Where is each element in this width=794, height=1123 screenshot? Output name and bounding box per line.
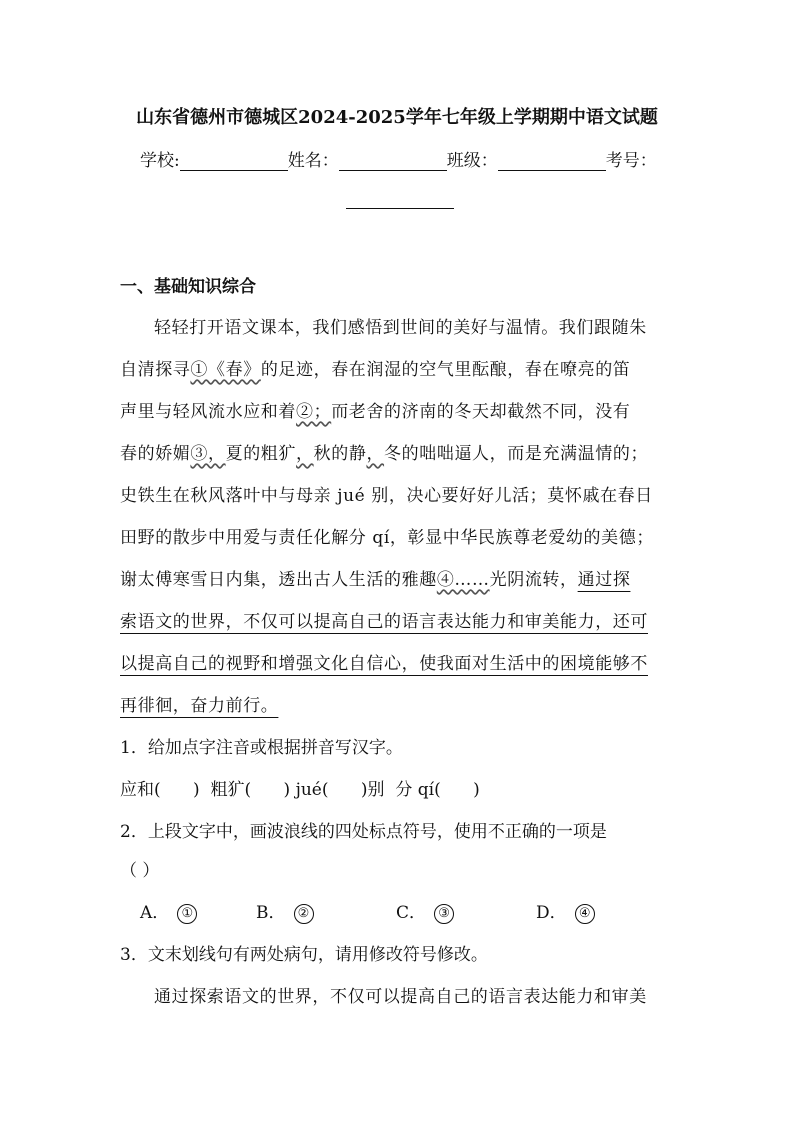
option-d[interactable] [536, 898, 595, 924]
passage-line [120, 565, 630, 590]
passage-text: 光阴流转， [489, 570, 578, 590]
wavy-mark-1: ①《春》 [190, 360, 261, 380]
student-info-row [140, 146, 657, 171]
passage-text: 谢太傅寒雪日内集，透出古人生活的雅趣 [120, 570, 437, 590]
passage-line [120, 397, 630, 422]
section-heading: 一、基础知识综合 [120, 277, 256, 297]
exam-title: 山东省德州市德城区2024-2025学年七年级上学期期中语文试题 [136, 107, 658, 128]
question-3-stem: 3．文末划线句有两处病句，请用修改符号修改。 [120, 945, 488, 965]
option-label: B． [256, 903, 286, 923]
passage-text: 而老舍的济南的冬天却截然不同，没有 [331, 402, 631, 422]
circled-number-1: ① [177, 904, 197, 924]
passage-text: 夏的粗犷 [225, 444, 297, 464]
school-label: 学校: [140, 151, 180, 171]
class-label: 班级： [446, 151, 498, 171]
underlined-sentence: 以提高自己的视野和增强文化自信心，使我面对生活中的困境能够不 [120, 654, 648, 674]
wavy-mark-4: ④…… [436, 570, 490, 590]
circled-number-2: ② [294, 904, 314, 924]
passage-text: 春的娇媚 [120, 444, 191, 464]
circled-number-4: ④ [575, 904, 595, 924]
exam-no-label: 考号： [605, 151, 657, 171]
question-2-stem: 2．上段文字中，画波浪线的四处标点符号，使用不正确的一项是 [120, 822, 607, 842]
underlined-sentence: 索语文的世界，不仅可以提高自己的语言表达能力和审美能力，还可 [120, 612, 648, 632]
wavy-mark-2: ②； [296, 402, 332, 422]
passage-line: 轻轻打开语文课本，我们感悟到世间的美好与温情。我们跟随朱 [154, 318, 647, 338]
passage-line [120, 355, 630, 380]
option-label: C． [396, 903, 427, 923]
question-1-stem: 1．给加点字注音或根据拼音写汉字。 [120, 738, 403, 758]
question-1-items: 应和( ) 粗犷( ) jué( )别 分 qí( ) [120, 780, 480, 800]
wavy-comma: ， [366, 444, 385, 464]
wavy-mark-3: ③， [190, 444, 226, 464]
name-blank[interactable] [339, 152, 447, 171]
passage-line: 田野的散步中用爱与责任化解分 qí，彰显中华民族尊老爱幼的美德； [120, 528, 654, 548]
passage-text: 的足迹，春在润湿的空气里酝酿，春在嘹亮的笛 [260, 360, 631, 380]
class-blank[interactable] [498, 152, 606, 171]
name-label: 姓名： [287, 151, 339, 171]
option-label: D． [536, 903, 567, 923]
passage-text: 自清探寻 [120, 360, 191, 380]
passage-line: 史铁生在秋风落叶中与母亲 jué 别，决心要好好儿活；莫怀戚在春日 [120, 486, 653, 506]
passage-text: 秋的静 [313, 444, 367, 464]
passage-line [120, 439, 648, 464]
option-a[interactable] [140, 898, 197, 924]
exam-no-blank[interactable] [346, 196, 454, 209]
underlined-sentence: 再徘徊，奋力前行。 [120, 696, 279, 716]
passage-text: 声里与轻风流水应和着 [120, 402, 296, 422]
option-b[interactable] [256, 898, 314, 924]
wavy-comma: ， [296, 444, 314, 464]
school-blank[interactable] [180, 152, 288, 171]
option-label: A． [140, 903, 170, 923]
option-c[interactable] [396, 898, 454, 924]
underlined-sentence: 通过探 [577, 570, 631, 590]
question-2-answer-paren: （ ） [120, 861, 160, 881]
passage-text: 冬的咄咄逼人，而是充满温情的； [384, 444, 649, 464]
circled-number-3: ③ [434, 904, 454, 924]
question-3-text: 通过探索语文的世界，不仅可以提高自己的语言表达能力和审美 [154, 987, 647, 1007]
